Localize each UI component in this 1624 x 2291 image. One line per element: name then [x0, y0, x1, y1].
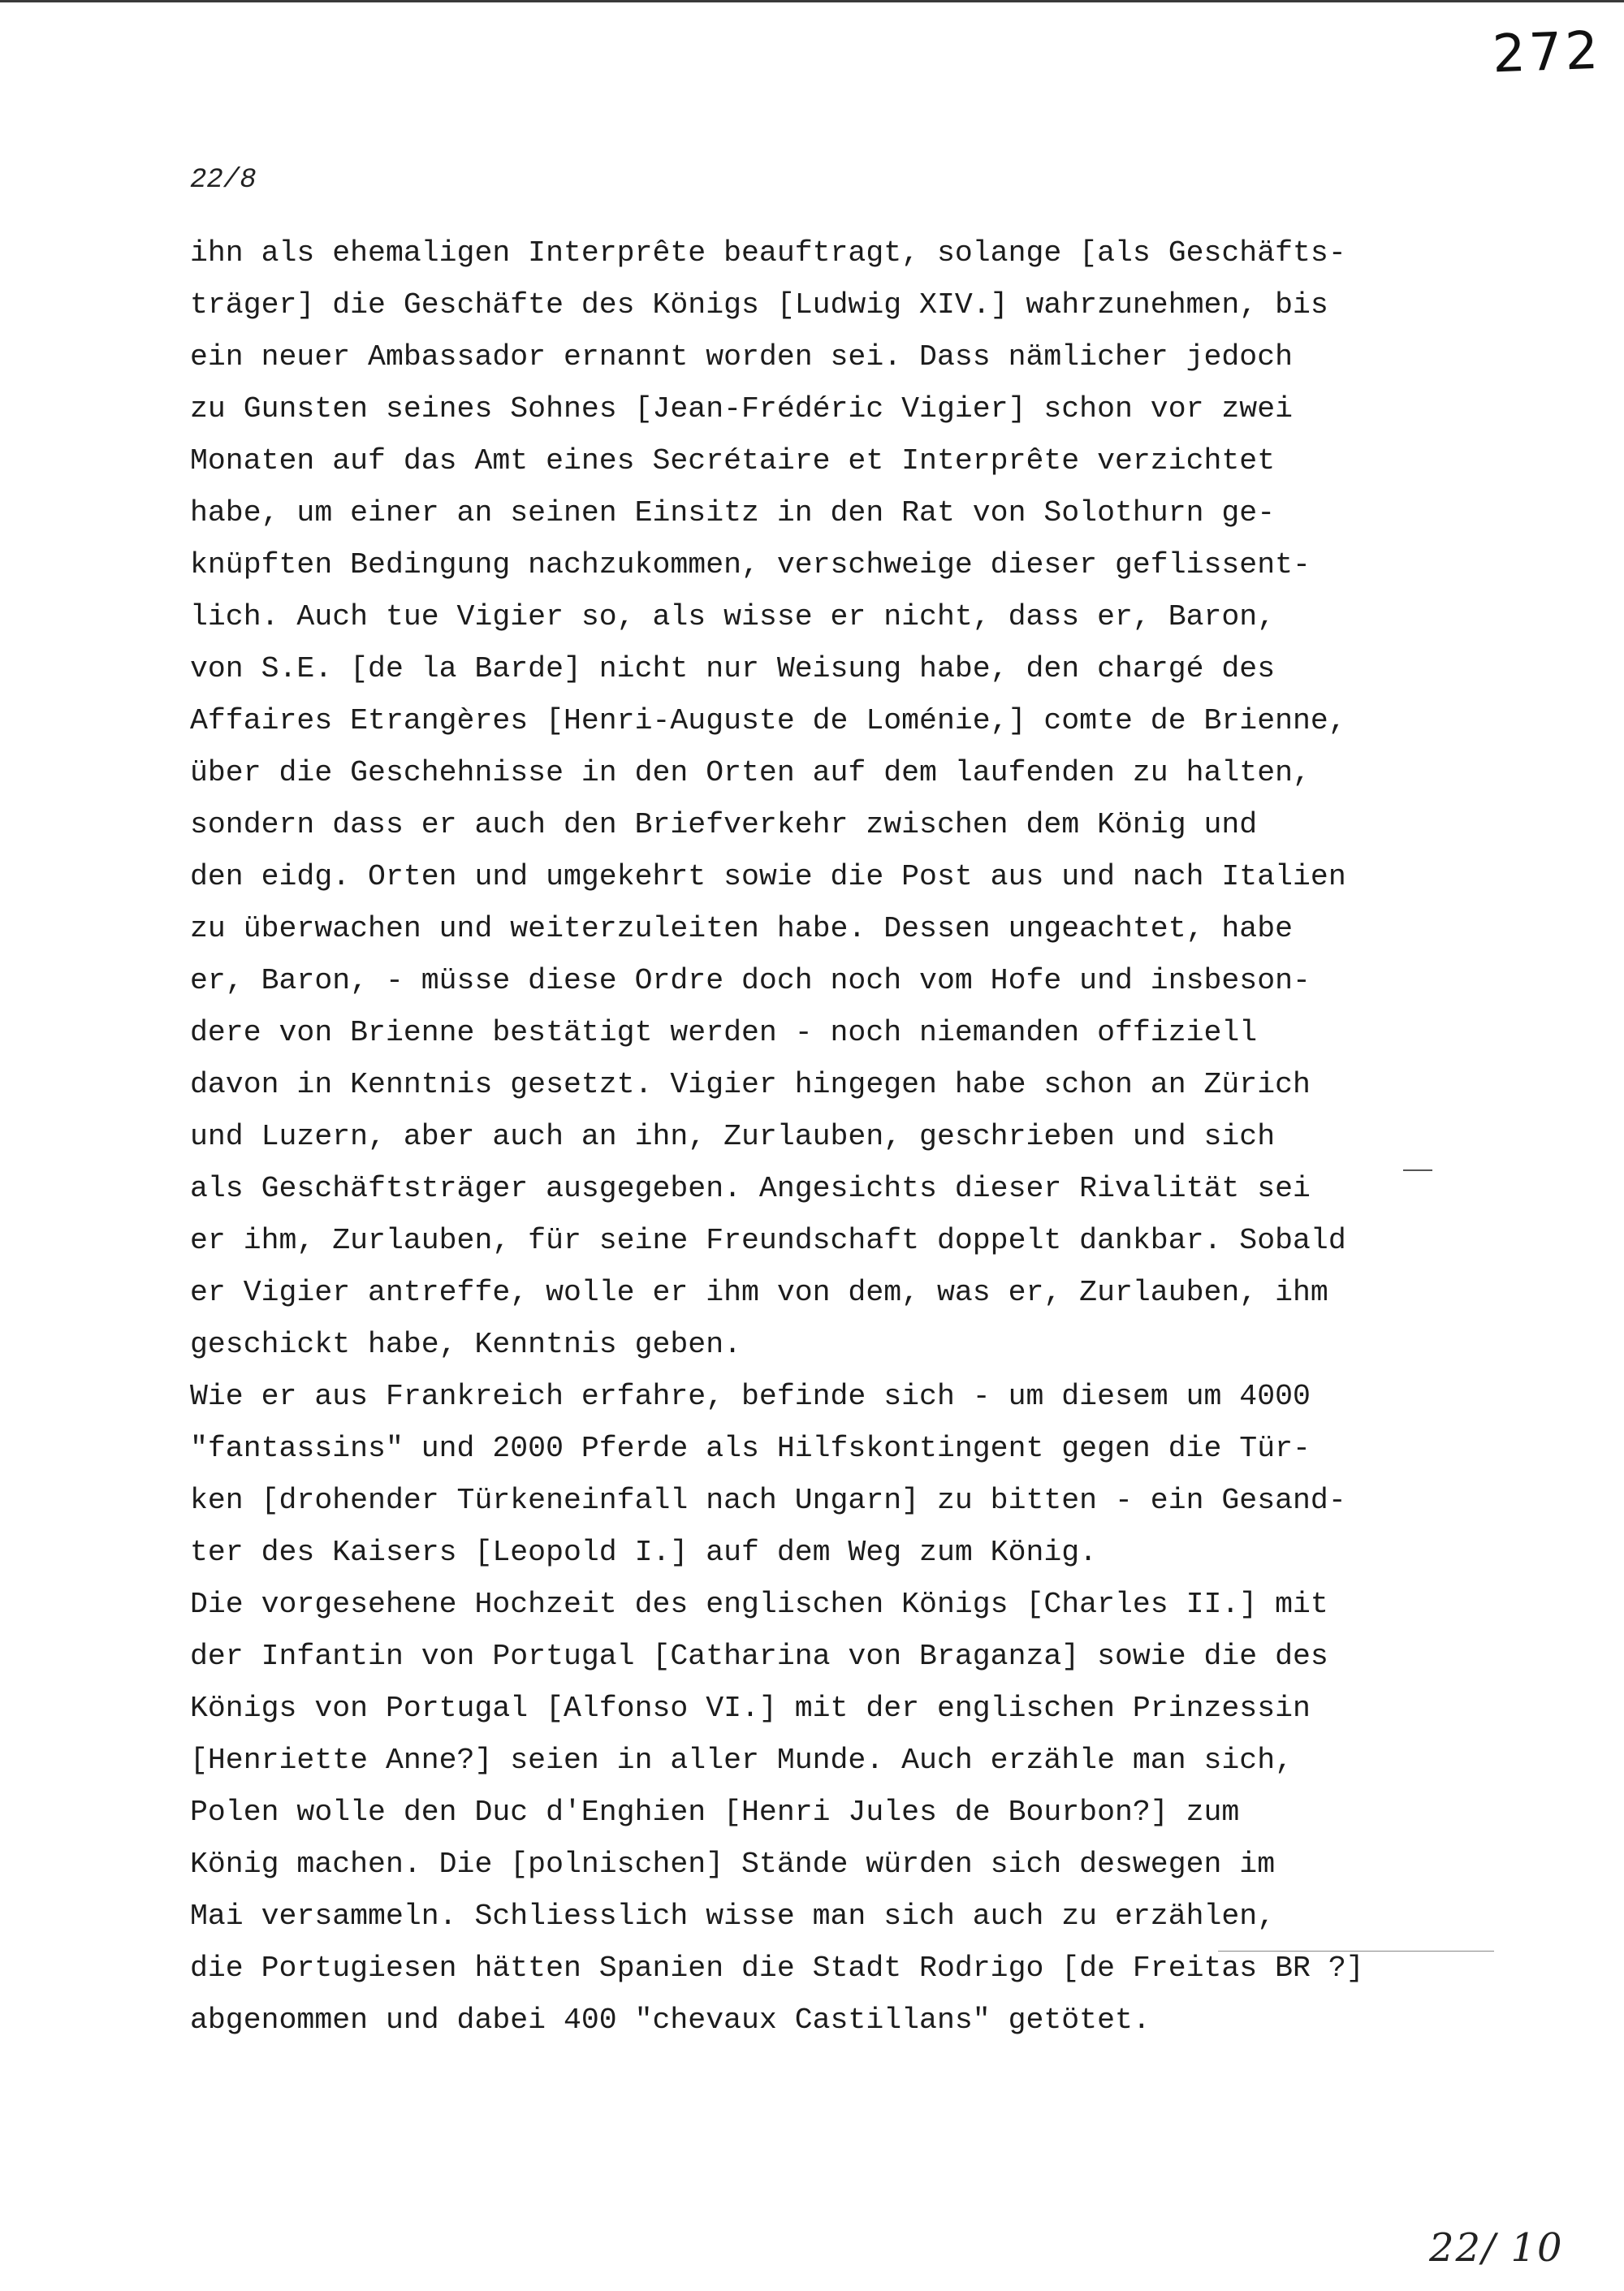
text-line: den eidg. Orten und umgekehrt sowie die Post aus und nach Italien — [190, 860, 1346, 893]
text-line: über die Geschehnisse in den Orten auf dem laufenden zu halten, — [190, 756, 1311, 789]
text-line: Mai versammeln. Schliesslich wisse man sich auch zu erzählen, — [190, 1900, 1276, 1933]
text-line: der Infantin von Portugal [Catharina von Braganza] sowie die des — [190, 1640, 1328, 1673]
text-line: "fantassins" und 2000 Pferde als Hilfskontingent gegen die Tür- — [190, 1432, 1311, 1465]
text-line: Affaires Etrangères [Henri-Auguste de Loménie,] comte de Brienne, — [190, 704, 1346, 737]
text-line: ihn als ehemaligen Interprête beauftragt, solange [als Geschäfts- — [190, 236, 1346, 270]
text-line: davon in Kenntnis gesetzt. Vigier hingegen habe schon an Zürich — [190, 1068, 1311, 1101]
text-line: er Vigier antreffe, wolle er ihm von dem, was er, Zurlauben, ihm — [190, 1276, 1328, 1309]
text-line: abgenommen und dabei 400 "chevaux Castillans" getötet. — [190, 2004, 1151, 2037]
text-line: als Geschäftsträger ausgegeben. Angesichts dieser Rivalität sei — [190, 1172, 1311, 1205]
document-body — [190, 227, 1473, 2047]
text-line: ein neuer Ambassador ernannt worden sei. Dass nämlicher jedoch — [190, 340, 1294, 374]
page-number: 272 — [1491, 20, 1603, 85]
text-line: [Henriette Anne?] seien in aller Munde. Auch erzähle man sich, — [190, 1744, 1294, 1777]
text-line: Polen wolle den Duc d'Enghien [Henri Jules de Bourbon?] zum — [190, 1796, 1240, 1829]
text-line: habe, um einer an seinen Einsitz in den Rat von Solothurn ge- — [190, 496, 1276, 530]
text-line: die Portugiesen hätten Spanien die Stadt Rodrigo [de Freitas BR ?] — [190, 1952, 1364, 1985]
text-line: geschickt habe, Kenntnis geben. — [190, 1328, 742, 1361]
correction-mark — [1403, 1169, 1432, 1171]
text-line: er, Baron, - müsse diese Ordre doch noch vom Hofe und insbeson- — [190, 964, 1311, 997]
text-line: träger] die Geschäfte des Königs [Ludwig XIV.] wahrzunehmen, bis — [190, 288, 1328, 322]
correction-mark — [1218, 1951, 1494, 1952]
page-top-edge — [0, 0, 1624, 2]
text-line: König machen. Die [polnischen] Stände würden sich deswegen im — [190, 1848, 1276, 1881]
text-line: dere von Brienne bestätigt werden - noch niemanden offiziell — [190, 1016, 1258, 1049]
text-line: Monaten auf das Amt eines Secrétaire et Interprête verzichtet — [190, 444, 1276, 478]
text-line: zu überwachen und weiterzuleiten habe. Dessen ungeachtet, habe — [190, 912, 1294, 945]
text-line: ter des Kaisers [Leopold I.] auf dem Weg zum König. — [190, 1536, 1098, 1569]
text-line: von S.E. [de la Barde] nicht nur Weisung habe, den chargé des — [190, 652, 1276, 685]
text-line: sondern dass er auch den Briefverkehr zwischen dem König und — [190, 808, 1258, 841]
text-line: er ihm, Zurlauben, für seine Freundschaft doppelt dankbar. Sobald — [190, 1224, 1346, 1257]
folio-reference: 22/8 — [190, 165, 257, 196]
text-line: ken [drohender Türkeneinfall nach Ungarn] zu bitten - ein Gesand- — [190, 1484, 1346, 1517]
text-line: und Luzern, aber auch an ihn, Zurlauben, geschrieben und sich — [190, 1120, 1276, 1153]
text-line: Wie er aus Frankreich erfahre, befinde sich - um diesem um 4000 — [190, 1380, 1311, 1413]
text-line: Königs von Portugal [Alfonso VI.] mit der englischen Prinzessin — [190, 1692, 1311, 1725]
text-line: zu Gunsten seines Sohnes [Jean-Frédéric Vigier] schon vor zwei — [190, 392, 1294, 426]
text-line: Die vorgesehene Hochzeit des englischen Königs [Charles II.] mit — [190, 1588, 1328, 1621]
handwritten-footer-mark: 22/ 10 — [1429, 2225, 1564, 2271]
text-line: knüpften Bedingung nachzukommen, verschweige dieser geflissent- — [190, 548, 1311, 581]
text-line: lich. Auch tue Vigier so, als wisse er nicht, dass er, Baron, — [190, 600, 1276, 633]
